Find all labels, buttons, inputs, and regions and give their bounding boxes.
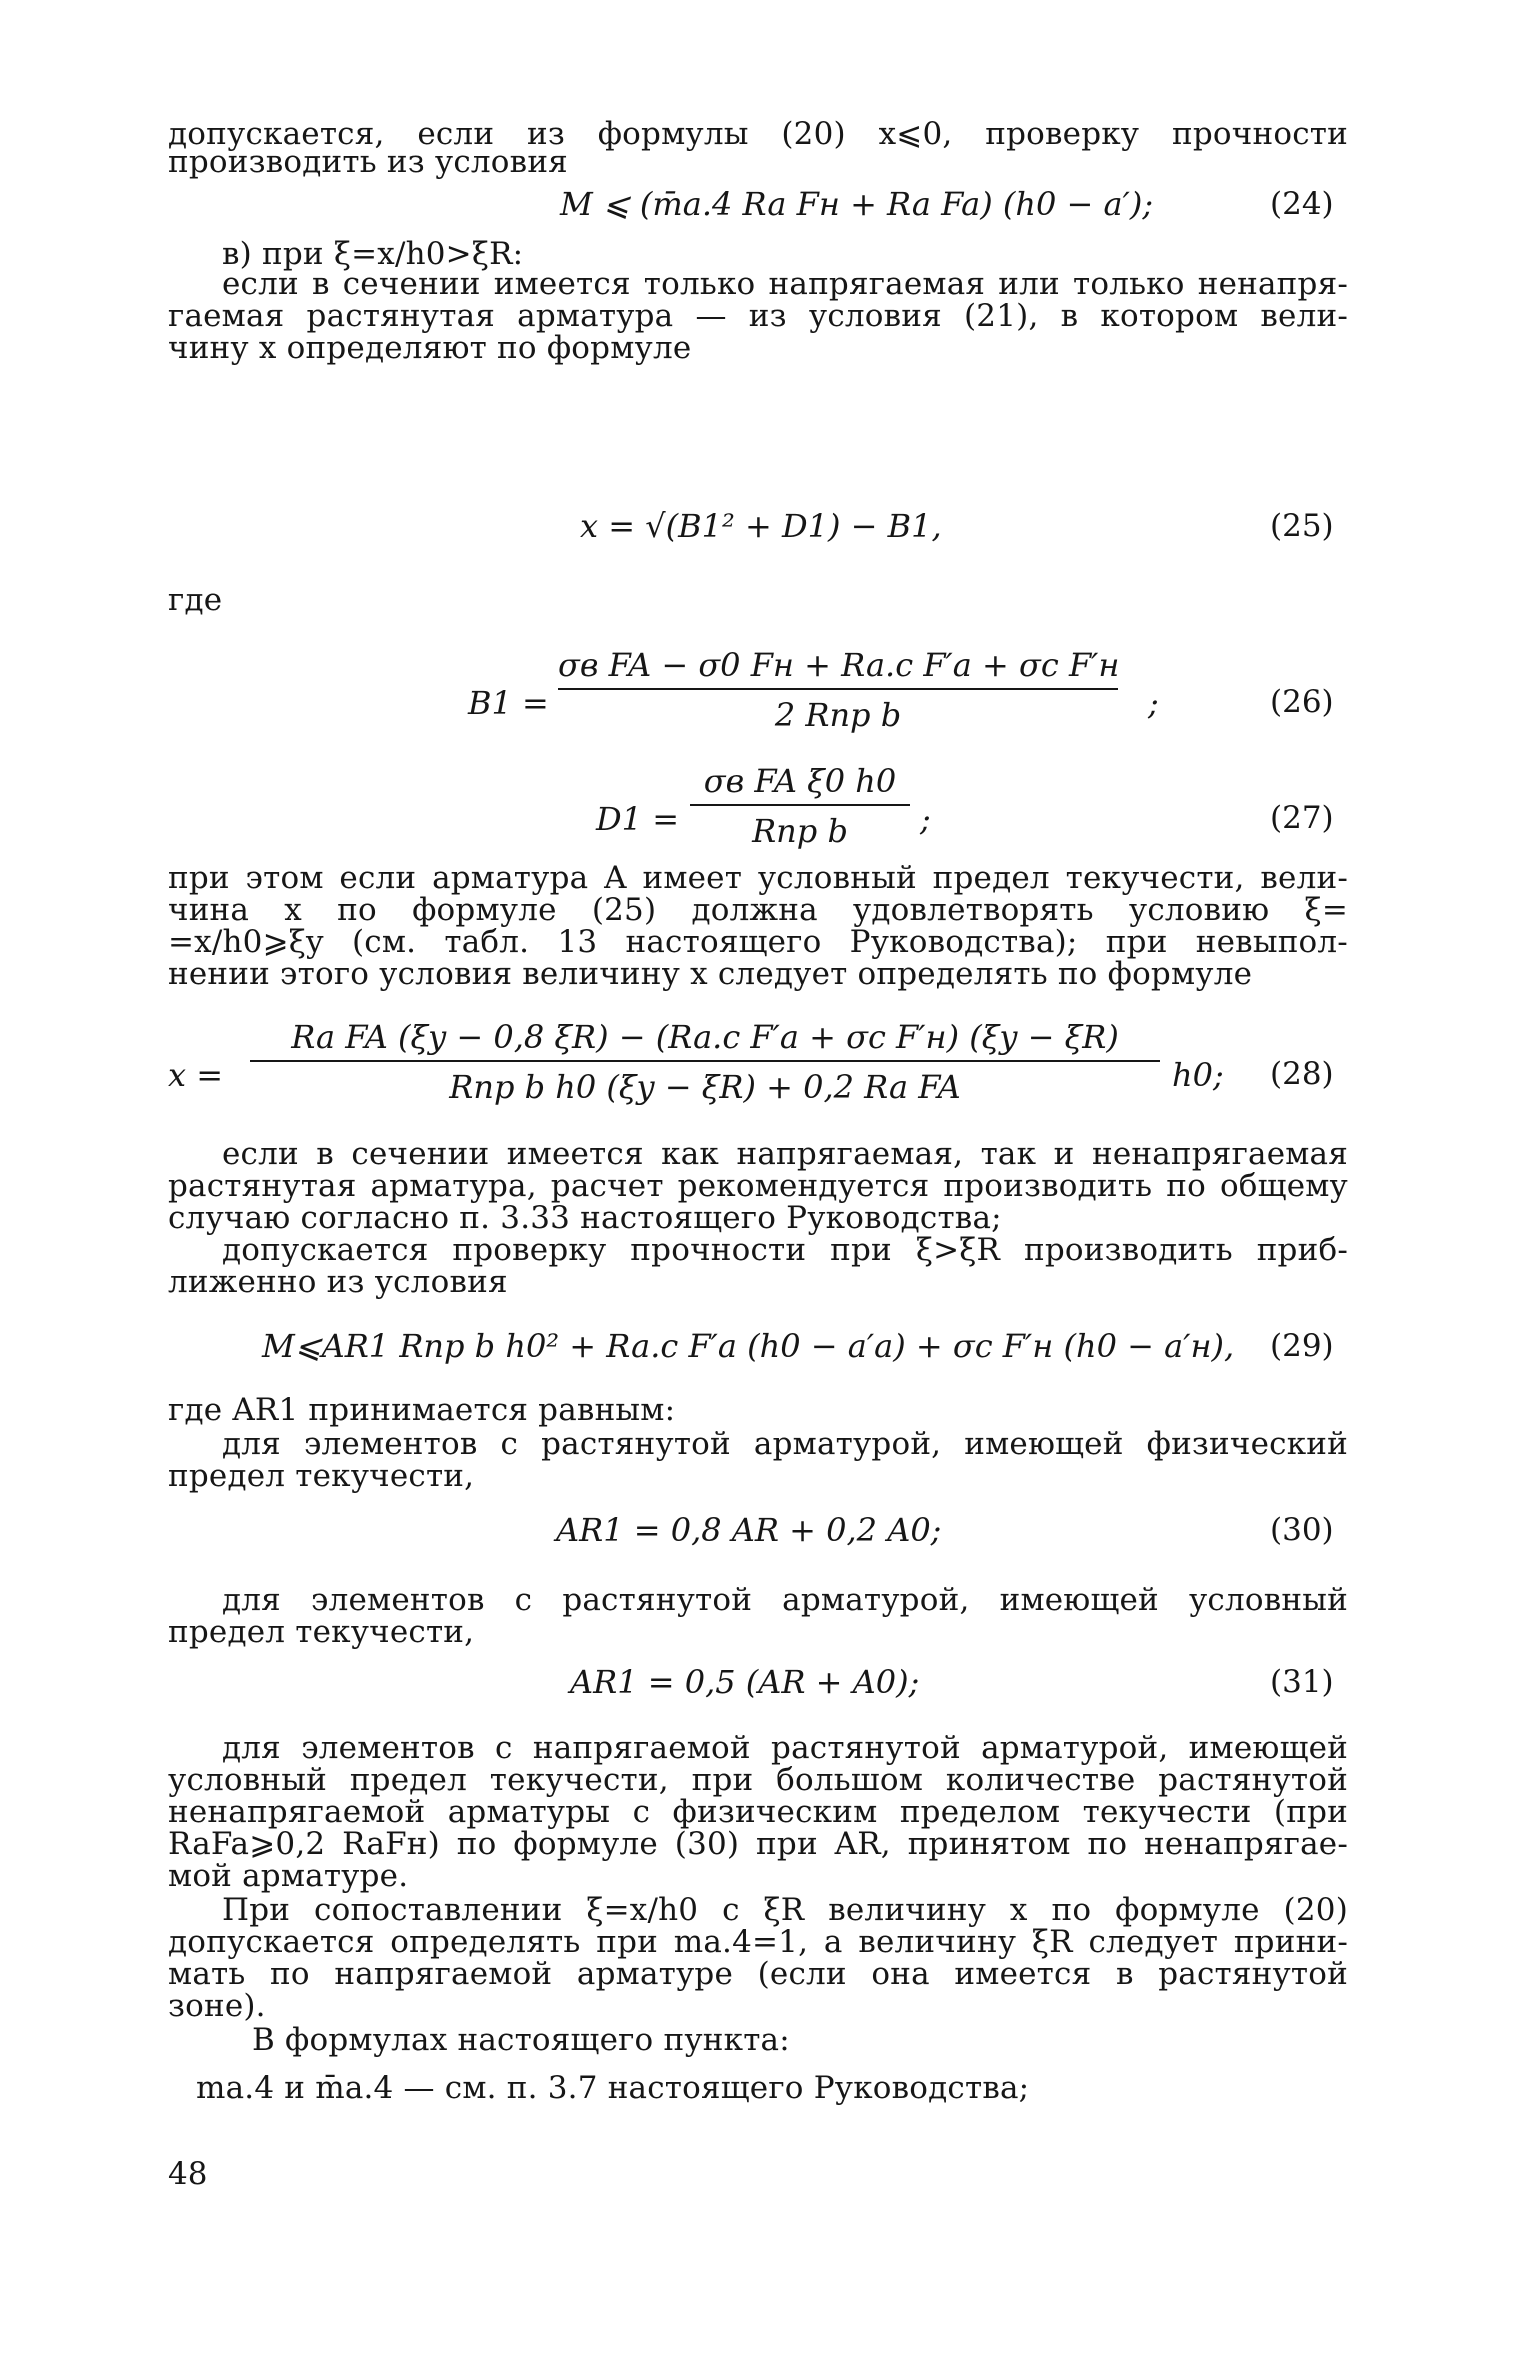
formula-26-fraction [558, 640, 1118, 740]
formula-27-fraction [690, 756, 910, 856]
numerator: σв FA ξ0 h0 [703, 762, 897, 800]
formula-30: AR1 = 0,8 AR + 0,2 A0; [556, 1511, 942, 1549]
numerator: σв FA − σ0 Fн + Ra.c F′a + σc F′н [558, 646, 1120, 684]
fraction-bar [250, 1060, 1160, 1062]
equation-number: (24) [1270, 186, 1334, 222]
paragraph-line: условный предел текучести, при большом количестве растянутой [168, 1762, 1348, 1798]
equation-number: (25) [1270, 508, 1334, 544]
paragraph-line: зоне). [168, 1988, 266, 2024]
paragraph-line: производить из условия [168, 144, 568, 180]
paragraph-line: чину x определяют по формуле [168, 330, 692, 366]
paragraph-line: нении этого условия величину x следует определять по формуле [168, 956, 1253, 992]
paragraph-line: в) при ξ=x/h0>ξR: [222, 236, 524, 272]
paragraph-line: случаю согласно п. 3.33 настоящего Руководства; [168, 1200, 1002, 1236]
formula-27-lhs: D1 = [596, 800, 679, 838]
paragraph-line: где [168, 582, 223, 618]
paragraph-line: чина x по формуле (25) должна удовлетворять условию ξ= [168, 892, 1348, 928]
denominator: Rпр b [752, 812, 848, 850]
paragraph-line: предел текучести, [168, 1614, 475, 1650]
equation-number: (30) [1270, 1512, 1334, 1548]
equation-number: (28) [1270, 1056, 1334, 1092]
semicolon: ; [1148, 684, 1159, 722]
paragraph-line: ma.4 и m̄a.4 — см. п. 3.7 настоящего Руководства; [196, 2070, 1030, 2106]
paragraph-line: допускается проверку прочности при ξ>ξR производить приб- [222, 1232, 1348, 1268]
paragraph-line: предел текучести, [168, 1458, 475, 1494]
formula-28-tail: h0; [1172, 1056, 1224, 1094]
paragraph-line: RaFa⩾0,2 RaFн) по формуле (30) при AR, принятом по ненапрягае- [168, 1826, 1348, 1862]
fraction-bar [690, 804, 910, 806]
formula-31: AR1 = 0,5 (AR + A0); [570, 1663, 920, 1701]
paragraph-line: гаемая растянутая арматура — из условия (21), в котором вели- [168, 298, 1348, 334]
equation-number: (27) [1270, 800, 1334, 836]
paragraph-line: мой арматуре. [168, 1858, 409, 1894]
semicolon: ; [920, 800, 931, 838]
formula-28-fraction [250, 1012, 1160, 1112]
paragraph-line: мать по напрягаемой арматуре (если она имеется в растянутой [168, 1956, 1348, 1992]
paragraph-line: где AR1 принимается равным: [168, 1392, 676, 1428]
formula-25: x = √(B1² + D1) − B1, [580, 507, 942, 545]
paragraph-line: если в сечении имеется только напрягаемая или только ненапря- [222, 266, 1348, 302]
paragraph-line: В формулах настоящего пункта: [252, 2022, 790, 2058]
formula-29: M⩽AR1 Rпр b h0² + Ra.c F′a (h0 − a′a) + σc F′н (h0 − a′н), [262, 1327, 1235, 1365]
paragraph-line: для элементов с растянутой арматурой, имеющей физический [222, 1426, 1348, 1462]
page-number: 48 [168, 2156, 208, 2192]
equation-number: (31) [1270, 1664, 1334, 1700]
paragraph-line: для элементов с напрягаемой растянутой арматурой, имеющей [222, 1730, 1348, 1766]
paragraph-line: если в сечении имеется как напрягаемая, так и ненапрягаемая [222, 1136, 1348, 1172]
formula-28-lhs: x = [168, 1056, 224, 1094]
equation-number: (29) [1270, 1328, 1334, 1364]
paragraph-line: допускается определять при ma.4=1, а величину ξR следует прини- [168, 1924, 1348, 1960]
paragraph-line: =x/h0⩾ξy (см. табл. 13 настоящего Руководства); при невыпол- [168, 924, 1348, 960]
numerator: Ra FA (ξy − 0,8 ξR) − (Ra.c F′a + σc F′н) (ξy − ξR) [291, 1018, 1119, 1056]
paragraph-line: При сопоставлении ξ=x/h0 с ξR величину x по формуле (20) [222, 1892, 1348, 1928]
formula-26-lhs: B1 = [468, 684, 549, 722]
paragraph-line: ненапрягаемой арматуры с физическим пределом текучести (при [168, 1794, 1348, 1830]
paragraph-line: допускается, если из формулы (20) x⩽0, проверку прочности [168, 116, 1348, 152]
formula-24: M ⩽ (m̄a.4 Ra Fн + Ra Fa) (h0 − a′); [560, 185, 1154, 223]
paragraph-line: лиженно из условия [168, 1264, 508, 1300]
paragraph-line: растянутая арматура, расчет рекомендуется производить по общему [168, 1168, 1348, 1204]
equation-number: (26) [1270, 684, 1334, 720]
denominator: Rпр b h0 (ξy − ξR) + 0,2 Ra FA [449, 1068, 961, 1106]
paragraph-line: для элементов с растянутой арматурой, имеющей условный [222, 1582, 1348, 1618]
fraction-bar [558, 688, 1118, 690]
paragraph-line: при этом если арматура A имеет условный предел текучести, вели- [168, 860, 1348, 896]
denominator: 2 Rпр b [774, 696, 902, 734]
